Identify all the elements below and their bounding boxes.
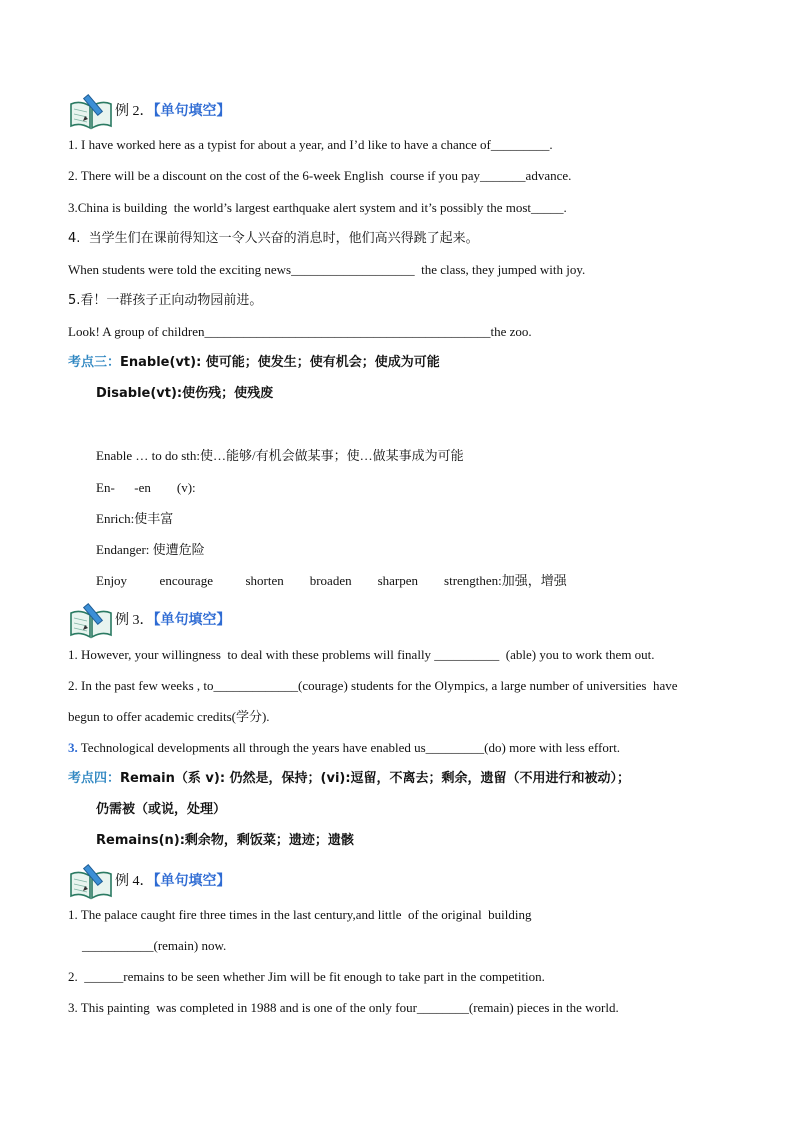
- enable-note-2: En- -en (v):: [96, 480, 196, 495]
- ex3-line-3-number: 3.: [68, 740, 78, 755]
- example-2-tag: 【单句填空】: [153, 104, 231, 119]
- example-4-tag: 【单句填空】: [153, 874, 231, 889]
- example-2-number: 例 2．: [115, 104, 154, 119]
- example-3-tag: 【单句填空】: [153, 613, 231, 628]
- key-point-3-label: 考点三：: [68, 355, 121, 370]
- book-pencil-icon: [68, 90, 114, 130]
- key-point-4-continued: 仍需被（或说，处理）: [96, 802, 227, 817]
- ex2-line-5: When students were told the exciting news___________________ the class, they jumped with joy.: [68, 262, 586, 277]
- ex2-line-6: 5.看！一群孩子正向动物园前进。: [68, 293, 263, 308]
- ex4-line-1: 1. The palace caught fire three times in the last century,and little of the original building: [68, 907, 532, 922]
- ex2-line-2: 2. There will be a discount on the cost of the 6-week English course if you pay_______advance.: [68, 168, 572, 183]
- key-point-3: [68, 355, 440, 371]
- ex3-line-3: [68, 740, 620, 756]
- key-point-3-text: Enable(vt): 使可能；使发生；使有机会；使成为可能: [120, 355, 440, 370]
- ex2-line-1: 1. I have worked here as a typist for about a year, and I’d like to have a chance of_________.: [68, 137, 553, 152]
- key-point-4: [68, 771, 630, 787]
- disable-definition: Disable(vt):使伤残；使残废: [96, 386, 274, 401]
- key-point-4-text: Remain（系 v): 仍然是，保持；(vi):逗留，不离去；剩余，遗留（不用进行和被动）；: [120, 771, 631, 786]
- book-pencil-icon: [68, 599, 114, 639]
- ex2-line-3: 3.China is building the world’s largest earthquake alert system and it’s possibly the most_____.: [68, 200, 567, 215]
- ex3-line-2: 2. In the past few weeks , to_____________(courage) students for the Olympics, a large number of universities have: [68, 678, 678, 693]
- book-pencil-icon: [68, 860, 114, 900]
- enable-note-4: Endanger: 使遭危险: [96, 542, 205, 557]
- ex3-line-2-cont: begun to offer academic credits(学分).: [68, 709, 270, 724]
- remains-definition: Remains(n):剩余物，剩饭菜；遗迹；遗骸: [96, 833, 354, 848]
- ex3-line-1: 1. However, your willingness to deal with these problems will finally __________ (able) you to work them out.: [68, 647, 655, 662]
- enable-note-5: Enjoy encourage shorten broaden sharpen strengthen:加强，增强: [96, 573, 567, 588]
- ex4-line-1-cont: ___________(remain) now.: [82, 938, 227, 953]
- key-point-4-label: 考点四：: [68, 771, 121, 786]
- ex4-line-2: 2. ______remains to be seen whether Jim will be fit enough to take part in the competition.: [68, 969, 545, 984]
- enable-note-1: Enable … to do sth:使…能够/有机会做某事；使…做某事成为可能: [96, 448, 464, 463]
- example-3-number: 例 3．: [115, 613, 154, 628]
- ex2-line-4: 4. 当学生们在课前得知这一令人兴奋的消息时，他们高兴得跳了起来。: [68, 231, 479, 246]
- enable-note-3: Enrich:使丰富: [96, 511, 174, 526]
- ex4-line-3: 3. This painting was completed in 1988 and is one of the only four________(remain) pieces in the world.: [68, 1000, 619, 1015]
- ex2-line-7: Look! A group of children____________________________________________the zoo.: [68, 324, 532, 339]
- ex3-line-3-text: Technological developments all through the years have enabled us_________(do) more with less effort.: [77, 740, 621, 755]
- example-4-number: 例 4．: [115, 874, 154, 889]
